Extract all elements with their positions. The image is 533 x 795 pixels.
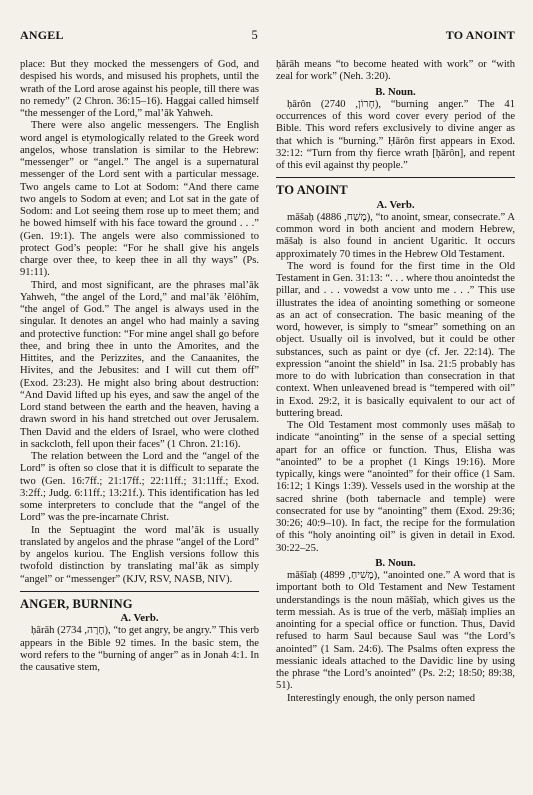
- subhead: B. Noun.: [375, 85, 416, 98]
- header-right-guideword: TO ANOINT: [445, 28, 515, 42]
- left-column: [20, 59, 259, 705]
- header-left-guideword: ANGEL: [20, 28, 64, 42]
- paragraph: ḥārôn (חָרוֹן, 2740), “burning anger.” The 41 occurrences of this word cover every period of the Bible. This word refers exclusively to divine anger as that which is “burning.” Ḥārôn first appears in Exod. 32:12: “Turn from thy fierce wrath [ḥārôn], and repent of this evil against thy people.”: [276, 98, 515, 171]
- paragraph: The Old Testament most commonly uses māšaḥ to indicate “anointing” in the sense of a special setting apart for an office or function. Thus, Elisha was “anointed” to be a prophet (1 Kings 19:16). More typically, kings were “anointed” for their office (1 Sam. 16:12; 1 Kings 1:39). Vessels used in the worship at the sacred shrine (both tabernacle and temple) were consecrated for use by “anointing” them (Exod. 29:36; 30:26; 40:9–10). In fact, the recipe for the formulation of this “holy anointing oil” is given in detail in Exod. 30:22–25.: [276, 420, 515, 554]
- paragraph: Interestingly enough, the only person named: [287, 692, 476, 704]
- paragraph: ḥārāh means “to become heated with work” or “with zeal for work” (Neh. 3:20).: [276, 59, 515, 83]
- section-divider: [276, 177, 515, 178]
- section-divider: [20, 591, 259, 592]
- paragraph: māšîaḥ (מָשִׁיחַ, 4899), “anointed one.” A word that is important both to Old Testament and New Testament understandings is the noun māšîaḥ, which gives us the term messiah. As is true of the verb, māšîaḥ implies an anointing for a special office or function. Thus, David refused to harm Saul because Saul was “the Lord’s anointed” (1 Sam. 24:6). The Psalms often express the messianic ideals attached to the Davidic line by using the phrase “the Lord’s anointed” (Ps. 2:2; 18:50; 89:38, 51).: [276, 570, 515, 692]
- subhead: A. Verb.: [120, 612, 159, 624]
- paragraph: Third, and most significant, are the phrases mal’āk Yahweh, “the angel of the Lord,” and mal’āk ’ĕlōhîm, “the angel of God.” The angel is always used in the singular. It denotes an angel who had mainly a saving and protective function: “For mine angel shall go before thee, and bring thee in unto the Amorites, and the Hittites, and the Perizzites, and the Canaanites, the Hivites, and the Jebusites: and I will cut them off” (Exod. 23:23). He might also bring about destruction: “And David lifted up his eyes, and saw the angel of the Lord stand between the earth and the heaven, having a drawn sword in his hand stretched out over Jerusalem. Then David and the elders of Israel, who were clothed in sackcloth, fell upon their faces” (1 Chron. 21:16).: [20, 279, 259, 450]
- subhead: A. Verb.: [376, 198, 415, 211]
- running-head: [20, 28, 515, 43]
- paragraph: māšaḥ (מָשַׁח, 4886), “to anoint, smear, consecrate.” A common word in both ancient and modern Hebrew, māšaḥ is also found in ancient Ugaritic. It occurs approximately 70 times in the Hebrew Old Testament.: [276, 211, 516, 260]
- right-column: [276, 59, 515, 705]
- entry-title: TO ANOINT: [276, 183, 348, 198]
- paragraph: The relation between the Lord and the “angel of the Lord” is often so close that it is difficult to separate the two (Gen. 16:7ff.; 21:17ff.; 22:11ff.; 31:11ff.; Exod. 3:2ff.; Judg. 6:11ff.; 13:21f.). This identification has led some interpreters to conclude that the “angel of the Lord” was the pre-incarnate Christ.: [20, 451, 259, 524]
- paragraph: In the Septuagint the word mal’āk is usually translated by angelos and the phrase “angel of the Lord” by angelos kuriou. The English versions follow this twofold distinction by translating mal’āk as simply “angel” or “messenger” (KJV, RSV, NASB, NIV).: [20, 524, 259, 585]
- paragraph: The word is found for the first time in the Old Testament in Gen. 31:13: “. . . where thou anointedst the pillar, and . . . vowedst a vow unto me . . .” This use illustrates the idea of anointing something or someone as an act of consecration. The basic meaning of the word, however, is simply to “smear” something on an object. Usually oil is involved, but it could be other substances, such as paint or dye (cf. Jer. 22:14). The expression “anoint the shield” in Isa. 21:5 probably has more to do with lubrication than consecration in that context. When unleavened bread is “tempered with oil” in Exod. 29:2, it is basically equivalent to our act of buttering bread.: [276, 260, 515, 419]
- page-number: 5: [251, 28, 258, 42]
- paragraph: ḥārāh (חָרָה, 2734), “to get angry, be angry.” This verb appears in the Bible 92 times. In the basic stem, the word refers to the “burning of anger” as in Jonah 4:1. In the causative stem,: [20, 625, 260, 673]
- two-column-body: [20, 59, 515, 705]
- paragraph: place: But they mocked the messengers of God, and despised his words, and misused his prophets, until the wrath of the Lord arose against his people, till there was no remedy” (2 Chron. 36:15–16). Haggai called himself “the messenger of the Lord,” mal’āk Yahweh.: [20, 59, 259, 119]
- paragraph: There were also angelic messengers. The English word angel is etymologically related to the Greek word angelos, whose translation is similar to the Hebrew: “messenger” or “angel.” The angel is a supernatural messenger of the Lord sent with a particular message. Two angels came to Lot at Sodom: “And there came two angels to Sodom at even; and Lot sat in the gate of Sodom: and Lot seeing them rose up to meet them; and he bowed himself with his face toward the ground . . .” (Gen. 19:1). The angels were also commissioned to protect God’s people: “For he shall give his angels charge over thee, to keep thee in all thy ways” (Ps. 91:11).: [20, 120, 259, 279]
- entry-title: ANGER, BURNING: [20, 596, 133, 611]
- subhead: B. Noun.: [375, 556, 416, 569]
